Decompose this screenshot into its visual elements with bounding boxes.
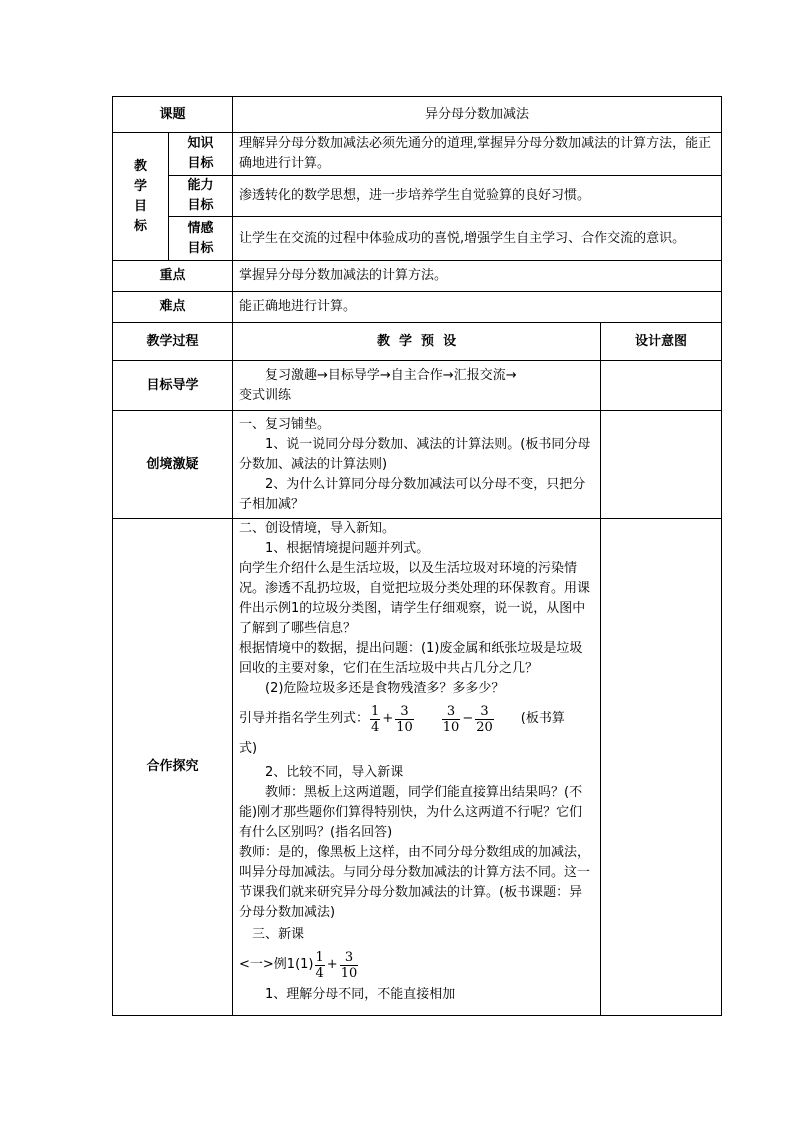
fraction-three-tenths-c: $\frac{3}{10}$ (340, 949, 358, 981)
knowledge-goal-label: 知识 目标 (169, 133, 233, 176)
row-cooperate (113, 519, 722, 1016)
fraction-one-quarter-b: $\frac{1}{4}$ (315, 949, 324, 981)
goals-label: 教 学 目 标 (113, 133, 169, 261)
create-label: 创境激疑 (113, 411, 233, 519)
design-label: 教 学 预 设 (233, 323, 601, 361)
emotion-goal-label: 情感 目标 (169, 217, 233, 261)
row-difficulty (113, 292, 722, 323)
fraction-three-tenths-b: $\frac{3}{10}$ (442, 703, 460, 735)
row-goal-ability (113, 176, 722, 217)
formula-line: 引导并指名学生列式： $\frac{1}{4}$ + $\frac{3}{10}$ $\frac{3}{10}$ − $\frac{3}{20}$ (板书算 (239, 703, 565, 735)
row-key-point (113, 261, 722, 292)
fraction-one-quarter: $\frac{1}{4}$ (371, 703, 380, 735)
guide-label: 目标导学 (113, 361, 233, 411)
row-goal-knowledge (113, 133, 722, 176)
fraction-three-twentieths: $\frac{3}{20}$ (476, 703, 493, 735)
row-guide (113, 361, 722, 411)
emotion-goal-text: 让学生在交流的过程中体验成功的喜悦,增强学生自主学习、合作交流的意识。 (233, 217, 722, 261)
cooperate-label: 合作探究 (113, 519, 233, 1016)
key-point-label: 重点 (113, 261, 233, 292)
difficulty-text: 能正确地进行计算。 (233, 292, 722, 323)
create-intent (601, 411, 722, 519)
row-create (113, 411, 722, 519)
process-label: 教学过程 (113, 323, 233, 361)
row-goal-emotion (113, 217, 722, 261)
intent-label: 设计意图 (601, 323, 722, 361)
ability-goal-label: 能力 目标 (169, 176, 233, 217)
cooperate-intent (601, 519, 722, 1016)
knowledge-goal-text: 理解异分母分数加减法必须先通分的道理,掌握异分母分数加减法的计算方法，能正确地进行计算。 (233, 133, 722, 176)
row-process-header (113, 323, 722, 361)
ability-goal-text: 渗透转化的数学思想，进一步培养学生自觉验算的良好习惯。 (233, 176, 722, 217)
row-topic (113, 97, 722, 133)
cooperate-text: 二、创设情境，导入新知。 1、根据情境提问题并列式。 向学生介绍什么是生活垃圾，以及生活垃圾对环境的污染情况。渗透不乱扔垃圾，自觉把垃圾分类处理的环保教育。用课件出示例1的垃圾分类图，请学生仔细观察，说一说，从图中了解到了哪些信息？ 根据情境中的数据，提出问题：(1)废金属和纸张垃圾是垃圾回收的主要对象，它们在生活垃圾中共占几分之几？ (2)危险垃圾多还是食物残渣多？多多少？ 引导并指名学生列式： $\frac{1}{4}$ + $\frac{3}{10}$ $\frac{3}{10}$ − $\frac{3}{20}$ (板书算 式) 2、比较不同，导入新课 教师：黑板上这两道题，同学们能直接算出结果吗？(不能)刚才那些题你们算得特别快，为什么这两道不行呢？它们有什么区别吗？(指名回答) 教师：是的，像黑板上这样，由不同分母分数组成的加减法，叫异分母加减法。与同分母分数加减法的计算方法不同。这一节课我们就来研究异分母分数加减法的计算。(板书课题：异分母分数加减法) 三、新课 <一>例1(1) $\frac{1}{4}$ + $\frac{3}{10}$ 1、理解分母不同，不能直接相加 (233, 519, 601, 1016)
example-line: <一>例1(1) $\frac{1}{4}$ + $\frac{3}{10}$ (239, 949, 358, 981)
fraction-three-tenths: $\frac{3}{10}$ (396, 703, 413, 735)
guide-text: 复习激趣→目标导学→自主合作→汇报交流→ 变式训练 (233, 361, 601, 411)
key-point-text: 掌握异分母分数加减法的计算方法。 (233, 261, 722, 292)
create-text: 一、复习铺垫。 1、说一说同分母分数加、减法的计算法则。(板书同分母分数加、减法的计算法则) 2、为什么计算同分母分数加减法可以分母不变，只把分子相加减？ (233, 411, 601, 519)
difficulty-label: 难点 (113, 292, 233, 323)
topic-value: 异分母分数加减法 (233, 97, 722, 133)
guide-intent (601, 361, 722, 411)
lesson-plan-table (112, 96, 722, 1016)
topic-label: 课题 (113, 97, 233, 133)
